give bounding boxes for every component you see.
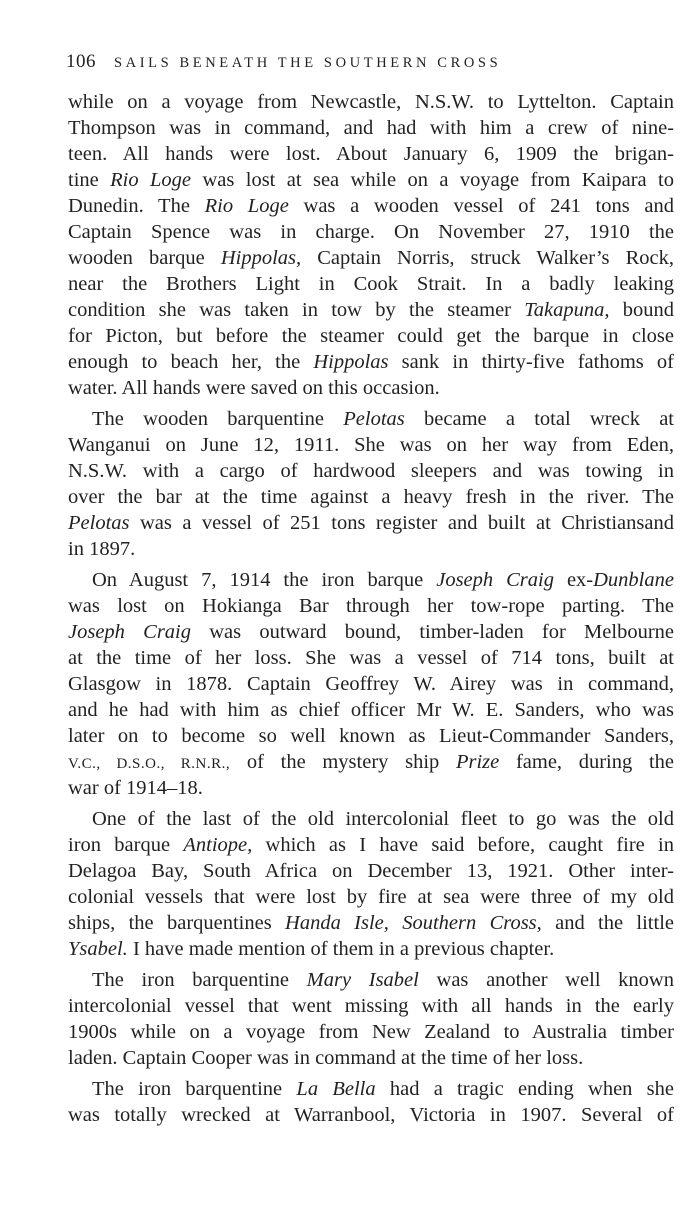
- text-line: [68, 697, 674, 723]
- text-line: [68, 967, 674, 993]
- text-run: and he had with him as chief officer Mr W. E. Sanders, who was: [68, 699, 674, 721]
- text-run: One of the last of the old intercolonial fleet to go was the old: [92, 808, 674, 830]
- text-line: [68, 458, 674, 484]
- text-run: bound: [609, 299, 674, 321]
- text-line: [68, 323, 674, 349]
- running-head: [66, 50, 636, 75]
- text-line: [68, 645, 674, 671]
- text-run: enough to beach her, the: [68, 351, 314, 373]
- text-line: [68, 593, 674, 619]
- text-run: over the bar at the time against a heavy fresh in the river. The: [68, 486, 674, 508]
- italic-text: Joseph Craig: [68, 621, 192, 643]
- text-run: war of 1914–18.: [68, 777, 203, 799]
- italic-text: Rio Loge: [204, 195, 289, 217]
- text-run: later on to become so well known as Lieut-Commander Sanders,: [68, 725, 674, 747]
- text-run: iron barque: [68, 834, 184, 856]
- text-line: [68, 406, 674, 432]
- text-run: became a total wreck at: [404, 408, 675, 430]
- text-run: ex-: [553, 569, 594, 591]
- text-run: and the little: [541, 912, 674, 934]
- text-run: was a wooden vessel of 241 tons and: [288, 195, 674, 217]
- italic-text: La Bella: [296, 1078, 376, 1100]
- text-run: water. All hands were saved on this occasion.: [68, 377, 440, 399]
- italic-text: Prize: [455, 751, 500, 773]
- text-line: [68, 349, 674, 375]
- text-line: [68, 671, 674, 697]
- italic-text: Mary Isabel: [306, 969, 419, 991]
- italic-text: Pelotas: [68, 512, 130, 534]
- body-text: [68, 89, 674, 1128]
- text-run: On August 7, 1914 the iron barque: [92, 569, 437, 591]
- italic-text: Pelotas: [343, 408, 405, 430]
- text-line: [68, 1076, 674, 1102]
- text-run: in 1897.: [68, 538, 136, 560]
- text-line: [68, 375, 674, 401]
- text-run: was totally wrecked at Warranbool, Victoria in 1907. Several of: [68, 1104, 674, 1126]
- text-run: Dunedin. The: [68, 195, 205, 217]
- text-run: was a vessel of 251 tons register and built at Christiansand: [129, 512, 674, 534]
- text-run: Wanganui on June 12, 1911. She was on her way from Eden,: [68, 434, 674, 456]
- text-line: [68, 115, 674, 141]
- text-line: [68, 297, 674, 323]
- text-line: [68, 89, 674, 115]
- italic-text: Hippolas: [313, 351, 389, 373]
- italic-text: Takapuna,: [524, 299, 610, 321]
- italic-text: Ysabel.: [68, 938, 128, 960]
- text-run: N.S.W. with a cargo of hardwood sleepers and was towing in: [68, 460, 674, 482]
- text-line: [68, 619, 674, 645]
- text-line: [68, 193, 674, 219]
- page-number: 106: [66, 51, 96, 72]
- text-line: [68, 1045, 674, 1071]
- text-run: which as I have said before, caught fire in: [252, 834, 674, 856]
- italic-text: Rio Loge: [110, 169, 192, 191]
- text-line: [68, 936, 674, 962]
- text-run: Glasgow in 1878. Captain Geoffrey W. Airey was in command,: [68, 673, 674, 695]
- text-run: was lost on Hokianga Bar through her tow-rope parting. The: [68, 595, 674, 617]
- text-line: [68, 1019, 674, 1045]
- text-line: [68, 749, 674, 775]
- text-line: [68, 775, 674, 801]
- text-run: wooden barque: [68, 247, 221, 269]
- text-line: [68, 536, 674, 562]
- text-line: [68, 167, 674, 193]
- text-run: I have made mention of them in a previous chapter.: [127, 938, 555, 960]
- text-line: [68, 484, 674, 510]
- text-line: [68, 245, 674, 271]
- text-run: sank in thirty-five fathoms of: [388, 351, 674, 373]
- text-line: [68, 884, 674, 910]
- italic-text: Dunblane: [593, 569, 674, 591]
- text-run: for Picton, but before the steamer could get the barque in close: [68, 325, 674, 347]
- text-run: fame, during the: [499, 751, 674, 773]
- text-run: was outward bound, timber-laden for Melbourne: [191, 621, 674, 643]
- text-run: while on a voyage from Newcastle, N.S.W. to Lyttelton. Captain: [68, 91, 674, 113]
- text-line: [68, 806, 674, 832]
- text-line: [68, 723, 674, 749]
- text-line: [68, 858, 674, 884]
- text-run: teen. All hands were lost. About January 6, 1909 the brigan-: [68, 143, 674, 165]
- text-line: [68, 1102, 674, 1128]
- text-line: [68, 993, 674, 1019]
- text-run: laden. Captain Cooper was in command at the time of her loss.: [68, 1047, 584, 1069]
- text-line: [68, 910, 674, 936]
- text-line: [68, 832, 674, 858]
- text-run: colonial vessels that were lost by fire at sea were three of my old: [68, 886, 674, 908]
- text-run: of the mystery ship: [230, 751, 456, 773]
- text-line: [68, 219, 674, 245]
- text-run: near the Brothers Light in Cook Strait. In a badly leaking: [68, 273, 674, 295]
- italic-text: Hippolas,: [220, 247, 302, 269]
- text-run: Thompson was in command, and had with him a crew of nine-: [68, 117, 674, 139]
- text-run: 1900s while on a voyage from New Zealand to Australia timber: [68, 1021, 674, 1043]
- text-run: at the time of her loss. She was a vessel of 714 tons, built at: [68, 647, 674, 669]
- text-line: [68, 271, 674, 297]
- text-line: [68, 567, 674, 593]
- text-run: Delagoa Bay, South Africa on December 13, 1921. Other inter-: [68, 860, 674, 882]
- italic-text: Joseph Craig: [436, 569, 554, 591]
- text-run: was lost at sea while on a voyage from Kaipara to: [191, 169, 675, 191]
- text-line: [68, 432, 674, 458]
- text-run: condition she was taken in tow by the steamer: [68, 299, 525, 321]
- italic-text: Handa Isle, Southern Cross,: [285, 912, 542, 934]
- text-run: Captain Spence was in charge. On November 27, 1910 the: [68, 221, 674, 243]
- text-line: [68, 510, 674, 536]
- text-run: ships, the barquentines: [68, 912, 286, 934]
- text-run: Captain Norris, struck Walker’s Rock,: [301, 247, 674, 269]
- text-run: had a tragic ending when she: [375, 1078, 674, 1100]
- small-caps-text: V.C., D.S.O., R.N.R.,: [68, 756, 231, 772]
- text-line: [68, 141, 674, 167]
- italic-text: Antiope,: [183, 834, 253, 856]
- text-run: The iron barquentine: [92, 969, 307, 991]
- running-title: SAILS BENEATH THE SOUTHERN CROSS: [114, 55, 502, 71]
- text-run: intercolonial vessel that went missing with all hands in the early: [68, 995, 674, 1017]
- text-run: was another well known: [418, 969, 674, 991]
- text-run: tine: [68, 169, 111, 191]
- text-run: The wooden barquentine: [92, 408, 344, 430]
- text-run: The iron barquentine: [92, 1078, 297, 1100]
